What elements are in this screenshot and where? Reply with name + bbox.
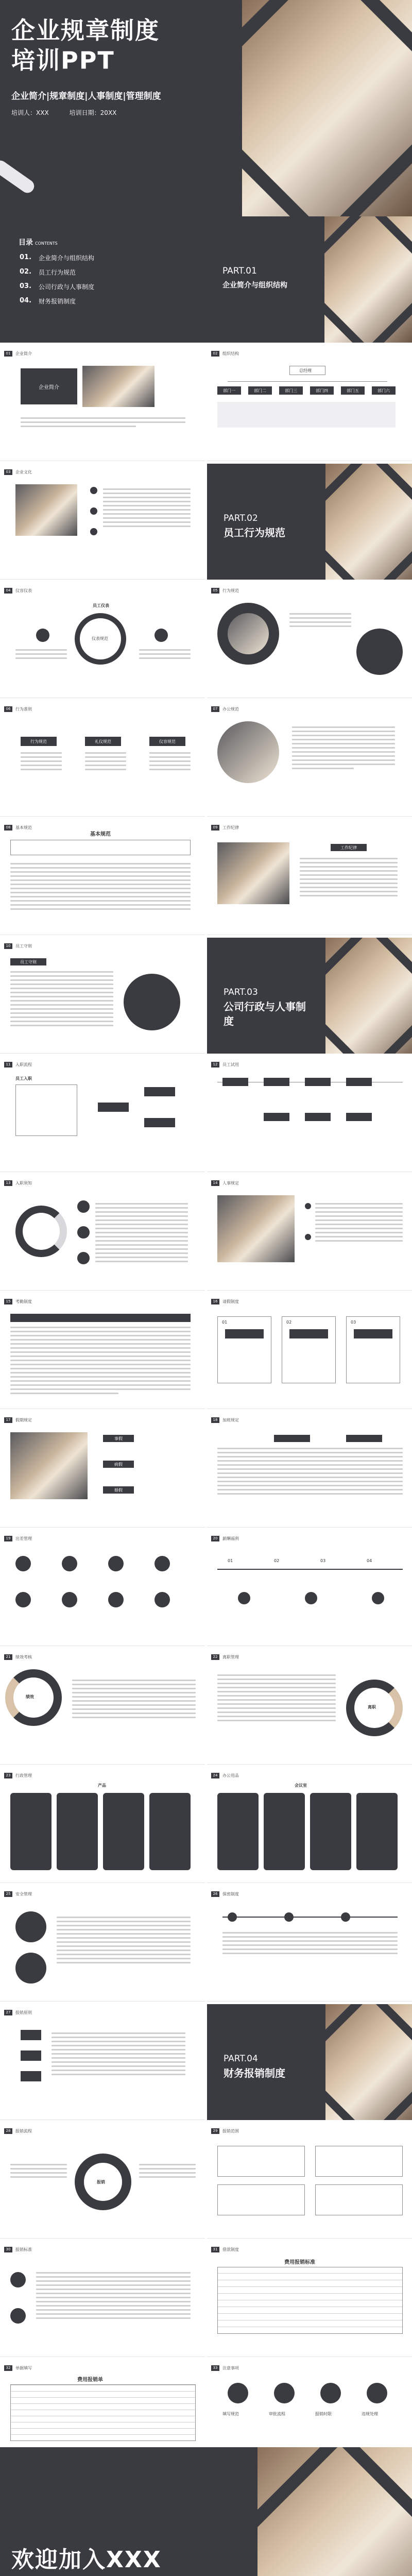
slide-04[interactable]: [0, 582, 205, 698]
standard-icon: [10, 2308, 26, 2324]
slide-header: 32 单据填写: [4, 2364, 32, 2372]
timeline-step: [346, 1113, 372, 1121]
laptop-photo: [217, 1195, 295, 1262]
slide-header: 29 报销范围: [211, 2127, 239, 2135]
slide-header: 27 报销原则: [4, 2008, 32, 2016]
slide-header: 10 员工守则: [4, 942, 32, 950]
slide-header: 07 办公规范: [211, 705, 239, 713]
intro-text: [21, 417, 185, 430]
safety-circle: [15, 1911, 46, 1942]
slide-header: 04 仪容仪表: [4, 586, 32, 595]
slide-24[interactable]: [207, 1767, 412, 1883]
discipline-photo: [217, 842, 289, 904]
admin-card: [57, 1793, 98, 1870]
slide-05[interactable]: [207, 582, 412, 698]
slide-11[interactable]: [0, 1056, 205, 1172]
step-number: 01: [228, 1558, 233, 1563]
rule-box: 礼仪规范: [85, 737, 121, 746]
toc-item[interactable]: 03. 公司行政与人事制度: [20, 282, 95, 291]
safety-text: [57, 1917, 191, 1966]
holiday-photo: [10, 1432, 88, 1499]
toc-heading: 目录 CONTENTS: [19, 239, 58, 247]
note-label: 审批流程: [269, 2412, 285, 2416]
part-02-slide[interactable]: [207, 464, 412, 580]
slide-header: 24 办公用品: [211, 1771, 239, 1780]
slide-header: 31 借款制度: [211, 2245, 239, 2253]
office-circle-photo: [217, 721, 279, 783]
part-name: 企业简介与组织结构: [222, 281, 287, 290]
note-icon: [228, 2383, 248, 2403]
slide-header: 06 行为准则: [4, 705, 32, 713]
secret-node: [341, 1912, 350, 1922]
attendance-text: [10, 1327, 191, 1397]
point-icon: [36, 629, 49, 642]
slide-header: 28 报销流程: [4, 2127, 32, 2135]
slide-20[interactable]: [207, 1530, 412, 1646]
ring-label: 仪表规范: [92, 636, 108, 641]
note-icon: [320, 2383, 341, 2403]
part-03-slide[interactable]: [207, 938, 412, 1054]
step-number: 02: [274, 1558, 280, 1563]
org-subnodes: [217, 402, 396, 428]
cover-decor-pill: [0, 158, 37, 196]
decor-circle: [124, 974, 180, 1030]
holiday-tag: 婚假: [103, 1486, 134, 1494]
section-label: 产品: [98, 1783, 106, 1788]
ending-slide[interactable]: [0, 2447, 412, 2576]
slide-header: 01 企业简介: [4, 349, 32, 358]
cover-title-line1: 企业规章制度: [11, 16, 160, 44]
org-node: 部门六: [372, 386, 396, 395]
toc-list: [20, 253, 94, 311]
laptop-photo: [15, 484, 77, 536]
slide-header: 08 基本规范: [4, 823, 32, 832]
slide-18[interactable]: [207, 1412, 412, 1528]
rule-panel: [10, 840, 191, 855]
admin-card: [10, 1793, 52, 1870]
ending-title: [11, 2545, 162, 2576]
cover-diamond-frame: [171, 0, 412, 216]
standard-table: [217, 2267, 403, 2334]
admin-card: [149, 1793, 191, 1870]
point-icon: [154, 629, 168, 642]
section-label: 会议室: [295, 1783, 307, 1788]
slide-02[interactable]: [207, 345, 412, 461]
note-label: 填写规范: [222, 2412, 239, 2416]
slide-26[interactable]: [207, 1886, 412, 2002]
cover-subtitle: 企业简介|规章制度|人事制度|管理制度: [11, 91, 161, 101]
scope-box: [315, 2184, 403, 2215]
cover-slide[interactable]: [0, 0, 412, 216]
timeline-step: [305, 1113, 331, 1121]
rule-box: 行为规范: [21, 737, 57, 746]
left-text: [10, 2164, 67, 2180]
trip-icon: [15, 1556, 31, 1571]
cover-title-line2: 培训PPT: [11, 46, 115, 74]
right-text: [139, 2164, 196, 2180]
flow-step: [98, 1103, 129, 1112]
slide-header: 21 绩效考核: [4, 1653, 32, 1661]
slide-23[interactable]: [0, 1767, 205, 1883]
part-number: PART.01: [222, 266, 257, 276]
slide-header: 19 出差管理: [4, 1534, 32, 1543]
bullet-icon: [90, 507, 97, 515]
bullet-icon: [305, 1234, 311, 1240]
trip-icon: [154, 1592, 170, 1607]
admin-card: [103, 1793, 144, 1870]
bullet-icon: [305, 1203, 311, 1209]
salary-timeline: [217, 1569, 403, 1570]
resign-text: [217, 1674, 336, 1724]
discipline-text: [300, 858, 398, 899]
org-node: 部门四: [310, 386, 334, 395]
holiday-tag: 病假: [103, 1461, 134, 1468]
slide-32[interactable]: [0, 2360, 205, 2445]
cover-title: [11, 15, 160, 75]
arc-diagram: [15, 1206, 67, 1257]
overtime-text: [217, 1448, 403, 1497]
leave-tag: [225, 1329, 264, 1338]
slide-header: 25 安全管理: [4, 1890, 32, 1898]
rule-box: 仪容规范: [149, 737, 185, 746]
slide-03[interactable]: [0, 464, 205, 580]
leave-column: 02: [282, 1316, 336, 1383]
slide-header: 20 薪酬福利: [211, 1534, 239, 1543]
flow-start-label: 员工入职: [15, 1076, 32, 1081]
part-diamond-frame: [289, 938, 412, 1054]
principle-block: [21, 2050, 41, 2061]
timeline-step: [305, 1078, 331, 1086]
attendance-banner: [10, 1314, 191, 1322]
org-node: 部门一: [217, 386, 241, 395]
timeline-step: [222, 1078, 248, 1086]
slide-25[interactable]: [0, 1886, 205, 2002]
slide-07[interactable]: [207, 701, 412, 817]
supply-card: [310, 1793, 351, 1870]
right-text: [139, 649, 191, 662]
table-title: 费用报销标准: [284, 2260, 315, 2265]
cover-trainer: 培训人：XXX: [11, 109, 49, 116]
slide-15[interactable]: [0, 1293, 205, 1409]
org-node: 部门三: [279, 386, 303, 395]
slide-header: 26 保密制度: [211, 1890, 239, 1898]
leave-column: 01: [217, 1316, 271, 1383]
office-photo: [82, 366, 154, 407]
step-icon: [77, 1226, 90, 1239]
overtime-tag: [346, 1435, 382, 1442]
secret-timeline: [222, 1917, 398, 1918]
office-text: [292, 726, 395, 772]
left-text: [15, 649, 67, 662]
principle-text: [52, 2032, 185, 2078]
part-number: PART.04: [224, 2054, 258, 2064]
part-diamond-frame: [289, 2004, 412, 2120]
slide-28[interactable]: [0, 2123, 205, 2239]
trip-icon: [62, 1556, 77, 1571]
slide-06[interactable]: [0, 701, 205, 817]
salary-icon: [372, 1592, 384, 1604]
slide-14[interactable]: [207, 1175, 412, 1291]
leave-tag: [289, 1329, 328, 1338]
culture-text: [103, 488, 191, 530]
salary-icon: [238, 1592, 250, 1604]
behavior-text: [289, 613, 351, 630]
overtime-tag: [274, 1435, 310, 1442]
slide-29[interactable]: [207, 2123, 412, 2239]
slide-header: 02 组织结构: [211, 349, 239, 358]
trip-icon: [108, 1592, 124, 1607]
rule-list: [10, 863, 191, 912]
intro-box: 企业简介: [21, 368, 77, 404]
principle-block: [21, 2071, 41, 2081]
photo-circle: [356, 629, 403, 675]
slide-22[interactable]: [207, 1649, 412, 1765]
kpi-text: [72, 1680, 196, 1721]
standard-text: [36, 2272, 191, 2321]
salary-icon: [305, 1592, 317, 1604]
slide-13[interactable]: [0, 1175, 205, 1291]
ring-label: 报销: [97, 2180, 105, 2184]
supply-card: [264, 1793, 305, 1870]
step-icon: [77, 1200, 90, 1213]
slide-header: 30 报销标准: [4, 2245, 32, 2253]
org-root: 总经理: [289, 366, 325, 375]
toc-slide[interactable]: [0, 216, 206, 343]
slide-31[interactable]: [207, 2241, 412, 2357]
part-number: PART.03: [224, 987, 258, 997]
note-icon: [367, 2383, 387, 2403]
safety-circle: [15, 1953, 46, 1984]
slide-header: 14 人事规定: [211, 1179, 239, 1187]
slide-12[interactable]: [207, 1056, 412, 1172]
section-heading: 基本规范: [90, 832, 111, 837]
kpi-ring-label: 绩效: [26, 1694, 34, 1699]
cover-meta: [11, 108, 116, 117]
slide-header: 09 工作纪律: [211, 823, 239, 832]
leave-column: 03: [346, 1316, 400, 1383]
toc-item[interactable]: 02. 员工行为规范: [20, 268, 76, 276]
toc-item[interactable]: 01. 企业简介与组织结构: [20, 253, 95, 262]
slide-01[interactable]: [0, 345, 205, 461]
note-icon: [274, 2383, 295, 2403]
slide-header: 16 请假制度: [211, 1297, 239, 1306]
slide-header: 18 加班规定: [211, 1416, 239, 1424]
part-name: 公司行政与人事制度: [224, 1001, 306, 1027]
supply-card: [217, 1793, 259, 1870]
slide-header: 05 行为规范: [211, 586, 239, 595]
principle-block: [21, 2030, 41, 2040]
slide-header: 33 注意事项: [211, 2364, 239, 2372]
slide-09[interactable]: [207, 819, 412, 935]
slide-30[interactable]: [0, 2241, 205, 2357]
code-text: [10, 971, 113, 1029]
slide-header: 22 离职管理: [211, 1653, 239, 1661]
slide-10[interactable]: [0, 938, 205, 1054]
note-label: 报销时限: [315, 2412, 332, 2416]
tag-box: 工作纪律: [331, 844, 367, 851]
step-icon: [77, 1252, 90, 1264]
part-01-slide[interactable]: [206, 216, 412, 343]
center-label: 员工仪表: [93, 603, 109, 608]
trip-icon: [62, 1592, 77, 1607]
org-node: 部门五: [341, 386, 365, 395]
slide-17[interactable]: [0, 1412, 205, 1528]
scope-box: [217, 2146, 305, 2177]
slide-33[interactable]: [207, 2360, 412, 2445]
slide-header: 11 入职流程: [4, 1060, 32, 1069]
hr-text: [315, 1203, 403, 1244]
rule-text: [85, 752, 126, 773]
flow-step: [144, 1118, 175, 1127]
supply-card: [356, 1793, 398, 1870]
step-number: 03: [320, 1558, 326, 1563]
slide-header: 15 考勤制度: [4, 1297, 32, 1306]
rule-text: [21, 752, 62, 773]
photo-inner: [228, 613, 269, 654]
part-number: PART.02: [224, 513, 258, 523]
holiday-tag: 事假: [103, 1435, 134, 1442]
secret-text: [222, 1932, 398, 1957]
expense-form: [10, 2384, 196, 2441]
standard-icon: [10, 2272, 26, 2287]
cover-date: 培训日期：20XX: [69, 109, 117, 116]
slide-header: 12 员工试用: [211, 1060, 239, 1069]
slide-header: 23 行政管理: [4, 1771, 32, 1780]
step-number: 04: [367, 1558, 372, 1563]
note-label: 违规处理: [362, 2412, 378, 2416]
slide-08[interactable]: [0, 819, 205, 935]
trip-icon: [108, 1556, 124, 1571]
flow-group: [15, 1084, 77, 1136]
trip-icon: [154, 1556, 170, 1571]
ending-title-line1: 欢迎加入XXX: [11, 2547, 162, 2573]
rule-text: [149, 752, 191, 773]
timeline-step: [346, 1078, 372, 1086]
slide-19[interactable]: [0, 1530, 205, 1646]
part-name: 财务报销制度: [224, 2067, 285, 2079]
slide-27[interactable]: [0, 2004, 205, 2120]
resign-ring-label: 离职: [368, 1705, 376, 1709]
secret-node: [228, 1912, 237, 1922]
toc-item[interactable]: 04. 财务报销制度: [20, 297, 76, 305]
flow-step: [144, 1087, 175, 1096]
tag-box: 员工守则: [10, 958, 46, 965]
leave-tag: [354, 1329, 392, 1338]
bullet-icon: [90, 487, 97, 494]
org-node: 部门二: [248, 386, 272, 395]
table-title: 费用报销单: [77, 2377, 103, 2383]
trip-icon: [15, 1592, 31, 1607]
slide-header: 17 假期规定: [4, 1416, 32, 1424]
slide-header: 03 企业文化: [4, 468, 32, 476]
org-connector: [228, 381, 387, 382]
part-04-slide[interactable]: [207, 2004, 412, 2120]
bullet-icon: [90, 528, 97, 535]
notice-text: [95, 1203, 188, 1265]
scope-box: [315, 2146, 403, 2177]
part-diamond-frame: [289, 464, 412, 580]
slide-21[interactable]: [0, 1649, 205, 1765]
part-name: 员工行为规范: [224, 527, 285, 539]
secret-node: [284, 1912, 294, 1922]
timeline-step: [264, 1078, 289, 1086]
slide-header: 13 入职须知: [4, 1179, 32, 1187]
timeline-step: [264, 1113, 289, 1121]
part-diamond-frame: [288, 216, 412, 343]
slide-16[interactable]: [207, 1293, 412, 1409]
scope-box: [217, 2184, 305, 2215]
